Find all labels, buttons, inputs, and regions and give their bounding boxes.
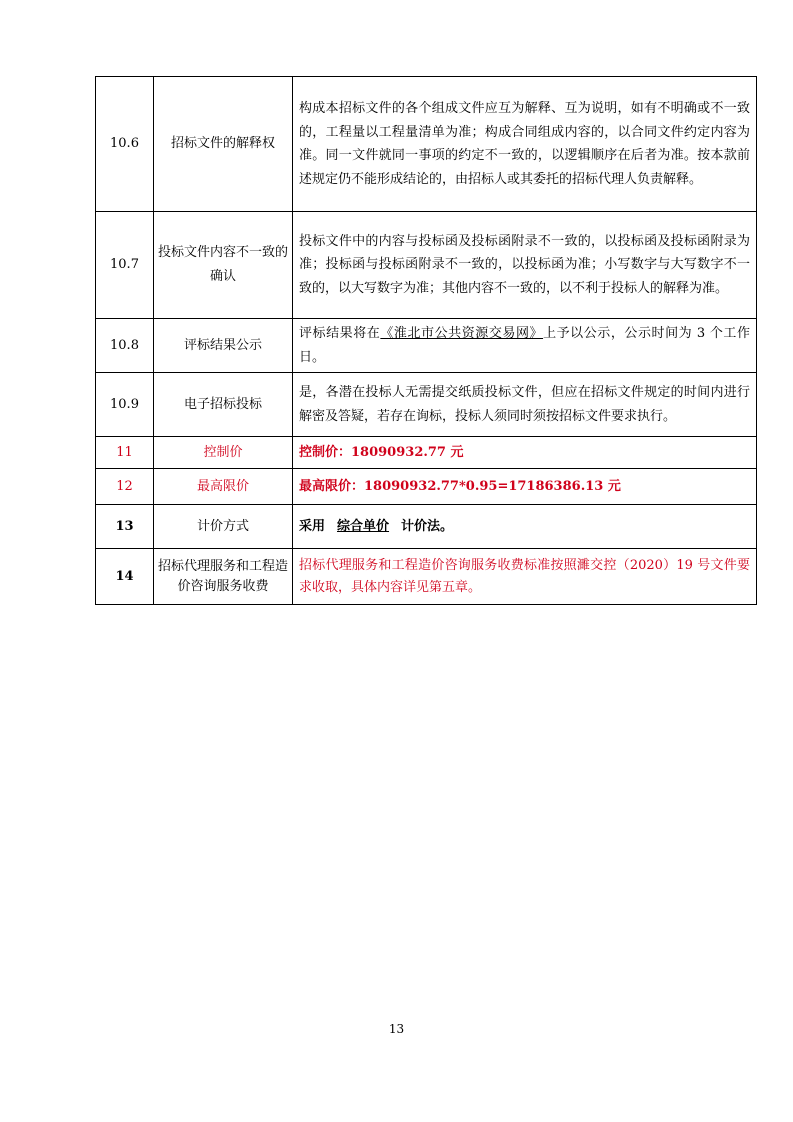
clause-number: 12 <box>96 469 154 505</box>
clause-number: 10.6 <box>96 77 154 212</box>
clause-item: 电子招标投标 <box>154 373 293 437</box>
content-text: 计价法。 <box>401 518 454 534</box>
table-row <box>96 77 757 212</box>
clauses-table <box>95 76 757 605</box>
table-row <box>96 212 757 319</box>
clause-item: 招标文件的解释权 <box>154 77 293 212</box>
content-text: 采用 <box>299 518 326 534</box>
clause-number: 10.8 <box>96 319 154 373</box>
table-row <box>96 469 757 505</box>
content-text: 上予以公示，公示时间为 3 个工作日。 <box>299 326 750 365</box>
page-number: 13 <box>388 1022 405 1036</box>
clause-number: 13 <box>96 505 154 549</box>
table-row <box>96 549 757 605</box>
max-price: 最高限价：18090932.77*0.95=17186386.13 元 <box>293 469 757 505</box>
clause-content: 投标文件中的内容与投标函及投标函附录不一致的，以投标函及投标函附录为准；投标函与投标函附录不一致的，以投标函为准；小写数字与大写数字不一致的，以大写数字为准；其他内容不一致的，以不利于投标人的解释为准。 <box>293 212 757 319</box>
clause-number: 11 <box>96 437 154 469</box>
clause-content: 招标代理服务和工程造价咨询服务收费标准按照濉交控（2020）19 号文件要求收取，具体内容详见第五章。 <box>293 549 757 605</box>
table-row <box>96 505 757 549</box>
clause-number: 14 <box>96 549 154 605</box>
clause-content: 构成本招标文件的各个组成文件应互为解释、互为说明，如有不明确或不一致的，工程量以工程量清单为准；构成合同组成内容的，以合同文件约定内容为准。同一文件就同一事项的约定不一致的，以逻辑顺序在后者为准。按本款前述规定仍不能形成结论的，由招标人或其委托的招标代理人负责解释。 <box>293 77 757 212</box>
content-text: 评标结果将在 <box>299 326 381 341</box>
clause-item: 投标文件内容不一致的确认 <box>154 212 293 319</box>
pricing-method-fill: 综合单价 <box>337 518 390 534</box>
clause-item: 最高限价 <box>154 469 293 505</box>
clause-item: 计价方式 <box>154 505 293 549</box>
clause-item: 招标代理服务和工程造价咨询服务收费 <box>154 549 293 605</box>
clause-item: 评标结果公示 <box>154 319 293 373</box>
clause-number: 10.9 <box>96 373 154 437</box>
table-row <box>96 319 757 373</box>
clause-content: 是，各潜在投标人无需提交纸质投标文件，但应在招标文件规定的时间内进行解密及答疑，若存在询标，投标人须同时须按招标文件要求执行。 <box>293 373 757 437</box>
clause-content <box>293 505 757 549</box>
table-row <box>96 373 757 437</box>
table-row <box>96 437 757 469</box>
clause-number: 10.7 <box>96 212 154 319</box>
clause-item: 控制价 <box>154 437 293 469</box>
control-price: 控制价：18090932.77 元 <box>293 437 757 469</box>
clause-content <box>293 319 757 373</box>
trading-website-link[interactable]: 《淮北市公共资源交易网》 <box>380 326 544 341</box>
